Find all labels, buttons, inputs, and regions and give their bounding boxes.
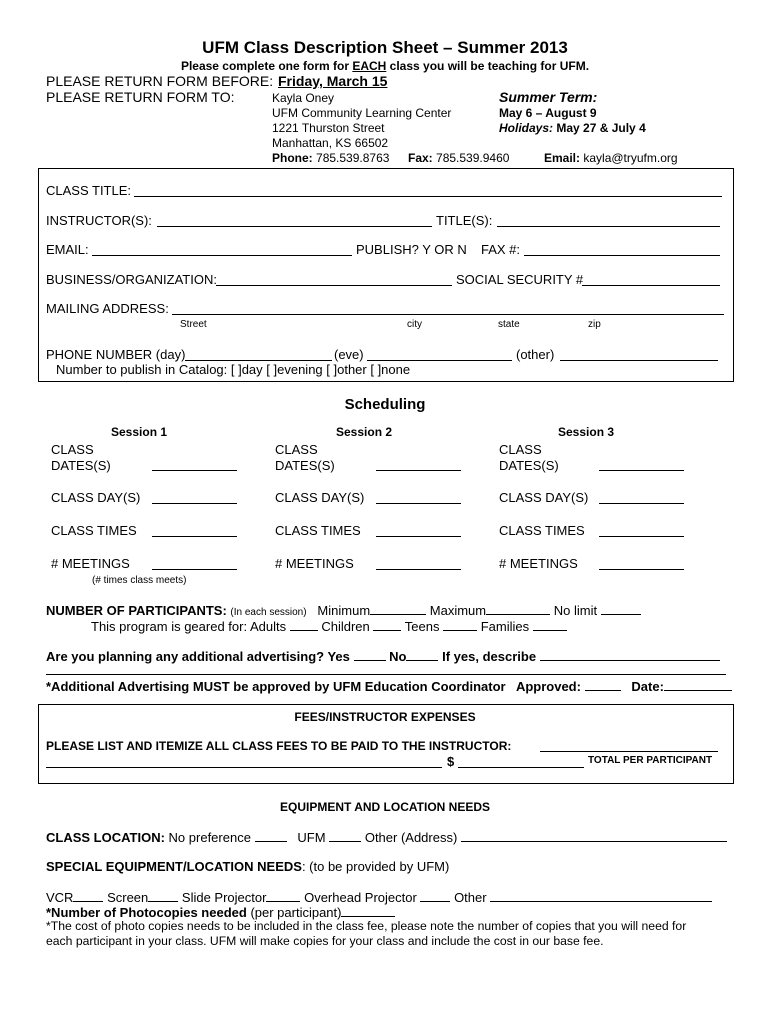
session-1-days-field[interactable] [152, 503, 237, 504]
equipment-options-row: VCR Screen Slide Projector Overhead Projector Other [46, 889, 712, 905]
mailing-label: MAILING ADDRESS: [46, 301, 169, 316]
contact-fax: Fax: 785.539.9460 [408, 151, 510, 165]
contact-email: Email: kayla@tryufm.org [544, 151, 678, 165]
return-before-date: Friday, March 15 [278, 73, 388, 89]
session-1-meetings-label: # MEETINGS [51, 556, 130, 571]
fees-list-field[interactable] [540, 751, 718, 752]
fees-total-label: TOTAL PER PARTICIPANT [588, 755, 713, 766]
photocopies-field[interactable] [341, 904, 395, 917]
families-field[interactable] [533, 618, 567, 631]
session-1-meetings-field[interactable] [152, 569, 237, 570]
fees-total-field[interactable] [458, 767, 584, 768]
approved-date-field[interactable] [664, 678, 732, 691]
page-title: UFM Class Description Sheet – Summer 2013 [202, 38, 568, 57]
session-3-days-label: CLASS DAY(S) [499, 490, 589, 505]
session-1-class-label: CLASS [51, 442, 94, 457]
session-2-times-field[interactable] [376, 536, 461, 537]
other-equipment-field[interactable] [490, 889, 712, 902]
advertising-row: Are you planning any additional advertising? Yes No If yes, describe [46, 648, 720, 664]
mailing-field[interactable] [172, 314, 724, 315]
equipment-title: EQUIPMENT AND LOCATION NEEDS [279, 800, 490, 814]
session-2-title: Session 2 [336, 425, 393, 439]
class-title-field[interactable] [134, 196, 722, 197]
cost-note-line-2: each participant in your class. UFM will make copies for your class and include the cost in our base fee. [46, 934, 604, 948]
session-3-times-label: CLASS TIMES [499, 523, 585, 538]
phone-day-field[interactable] [185, 360, 332, 361]
term-title: Summer Term: [499, 89, 598, 105]
instructors-label: INSTRUCTOR(S): [46, 213, 152, 228]
session-1-dates-field[interactable] [152, 470, 237, 471]
email-field[interactable] [92, 255, 352, 256]
other-address-field[interactable] [461, 829, 727, 842]
advertising-describe-field[interactable] [540, 648, 720, 661]
photocopies-row: *Number of Photocopies needed (per participant) [46, 904, 395, 920]
fees-title: FEES/INSTRUCTOR EXPENSES [294, 710, 476, 724]
contact-city: Manhattan, KS 66502 [272, 136, 389, 150]
adults-field[interactable] [290, 618, 318, 631]
nolimit-field[interactable] [601, 602, 641, 615]
session-1-times-label: CLASS TIMES [51, 523, 137, 538]
advertising-yes-field[interactable] [354, 648, 386, 661]
session-2-times-label: CLASS TIMES [275, 523, 361, 538]
screen-field[interactable] [148, 889, 178, 902]
phone-eve-field[interactable] [367, 360, 512, 361]
ssn-field[interactable] [582, 285, 720, 286]
term-dates: May 6 – August 9 [499, 106, 597, 120]
meetings-note: (# times class meets) [92, 575, 187, 586]
session-3-meetings-field[interactable] [599, 569, 684, 570]
session-3-class-label: CLASS [499, 442, 542, 457]
zip-caption: zip [588, 319, 601, 330]
scheduling-title: Scheduling [344, 396, 426, 413]
advertising-no-field[interactable] [406, 648, 438, 661]
titles-label: TITLE(S): [436, 213, 493, 228]
return-before-label: PLEASE RETURN FORM BEFORE: [46, 73, 274, 89]
session-3-dates-label: DATES(S) [499, 458, 559, 473]
fees-list-label: PLEASE LIST AND ITEMIZE ALL CLASS FEES TO BE PAID TO THE INSTRUCTOR: [46, 739, 512, 753]
special-equipment-row: SPECIAL EQUIPMENT/LOCATION NEEDS: (to be provided by UFM) [46, 859, 450, 874]
phone-other-field[interactable] [560, 360, 718, 361]
session-2-days-field[interactable] [376, 503, 461, 504]
ufm-location-field[interactable] [329, 829, 361, 842]
contact-org: UFM Community Learning Center [272, 106, 452, 120]
state-caption: state [498, 319, 520, 330]
ssn-label: SOCIAL SECURITY # [456, 272, 584, 287]
session-1-times-field[interactable] [152, 536, 237, 537]
email-label: EMAIL: [46, 242, 89, 257]
session-1-days-label: CLASS DAY(S) [51, 490, 141, 505]
phone-eve-label: (eve) [334, 347, 364, 362]
fax-label: FAX #: [481, 242, 521, 257]
cost-note-line-1: *The cost of photo copies needs to be included in the class fee, please note the number of copies that you will need for [46, 919, 687, 933]
session-1-title: Session 1 [111, 425, 168, 439]
session-3-times-field[interactable] [599, 536, 684, 537]
session-2-days-label: CLASS DAY(S) [275, 490, 365, 505]
contact-phone: Phone: 785.539.8763 [272, 151, 390, 165]
children-field[interactable] [373, 618, 401, 631]
slide-projector-field[interactable] [266, 889, 300, 902]
phone-day-label: PHONE NUMBER (day) [46, 347, 186, 362]
vcr-field[interactable] [73, 889, 103, 902]
page-subtitle: Please complete one form for EACH class you will be teaching for UFM. [180, 59, 590, 73]
session-1-dates-label: DATES(S) [51, 458, 111, 473]
session-3-meetings-label: # MEETINGS [499, 556, 578, 571]
no-preference-field[interactable] [255, 829, 287, 842]
fees-itemize-field[interactable] [46, 767, 442, 768]
session-3-title: Session 3 [558, 425, 615, 439]
session-2-dates-label: DATES(S) [275, 458, 335, 473]
contact-name: Kayla Oney [272, 91, 335, 105]
fax-field[interactable] [524, 255, 720, 256]
publish-label: PUBLISH? Y OR N [356, 242, 467, 257]
class-title-label: CLASS TITLE: [46, 183, 132, 198]
session-3-days-field[interactable] [599, 503, 684, 504]
phone-other-label: (other) [516, 347, 555, 362]
session-3-dates-field[interactable] [599, 470, 684, 471]
minimum-field[interactable] [370, 602, 426, 615]
session-2-meetings-field[interactable] [376, 569, 461, 570]
city-caption: city [407, 319, 422, 330]
session-2-class-label: CLASS [275, 442, 318, 457]
session-2-dates-field[interactable] [376, 470, 461, 471]
fees-dollar: $ [447, 754, 455, 769]
instructors-field[interactable] [157, 226, 432, 227]
advertising-approval-row: *Additional Advertising MUST be approved by UFM Education Coordinator Approved: Date: [46, 678, 732, 694]
publish-number-options[interactable]: Number to publish in Catalog: [ ]day [ ]evening [ ]other [ ]none [56, 362, 411, 377]
titles-field[interactable] [497, 226, 720, 227]
approved-field[interactable] [585, 678, 621, 691]
street-caption: Street [180, 319, 207, 330]
return-to-label: PLEASE RETURN FORM TO: [46, 89, 235, 105]
teens-field[interactable] [443, 618, 477, 631]
session-2-meetings-label: # MEETINGS [275, 556, 354, 571]
business-label: BUSINESS/ORGANIZATION: [46, 272, 217, 287]
geared-row: This program is geared for: Adults Children Teens Families [91, 618, 567, 634]
maximum-field[interactable] [486, 602, 550, 615]
contact-street: 1221 Thurston Street [272, 121, 385, 135]
advertising-describe-line[interactable] [46, 674, 726, 675]
overhead-projector-field[interactable] [420, 889, 450, 902]
term-holidays: Holidays: May 27 & July 4 [499, 121, 646, 135]
business-field[interactable] [216, 285, 452, 286]
class-location-row: CLASS LOCATION: No preference UFM Other (Address) [46, 829, 727, 845]
participants-row: NUMBER OF PARTICIPANTS: (In each session) Minimum Maximum No limit [46, 602, 641, 618]
